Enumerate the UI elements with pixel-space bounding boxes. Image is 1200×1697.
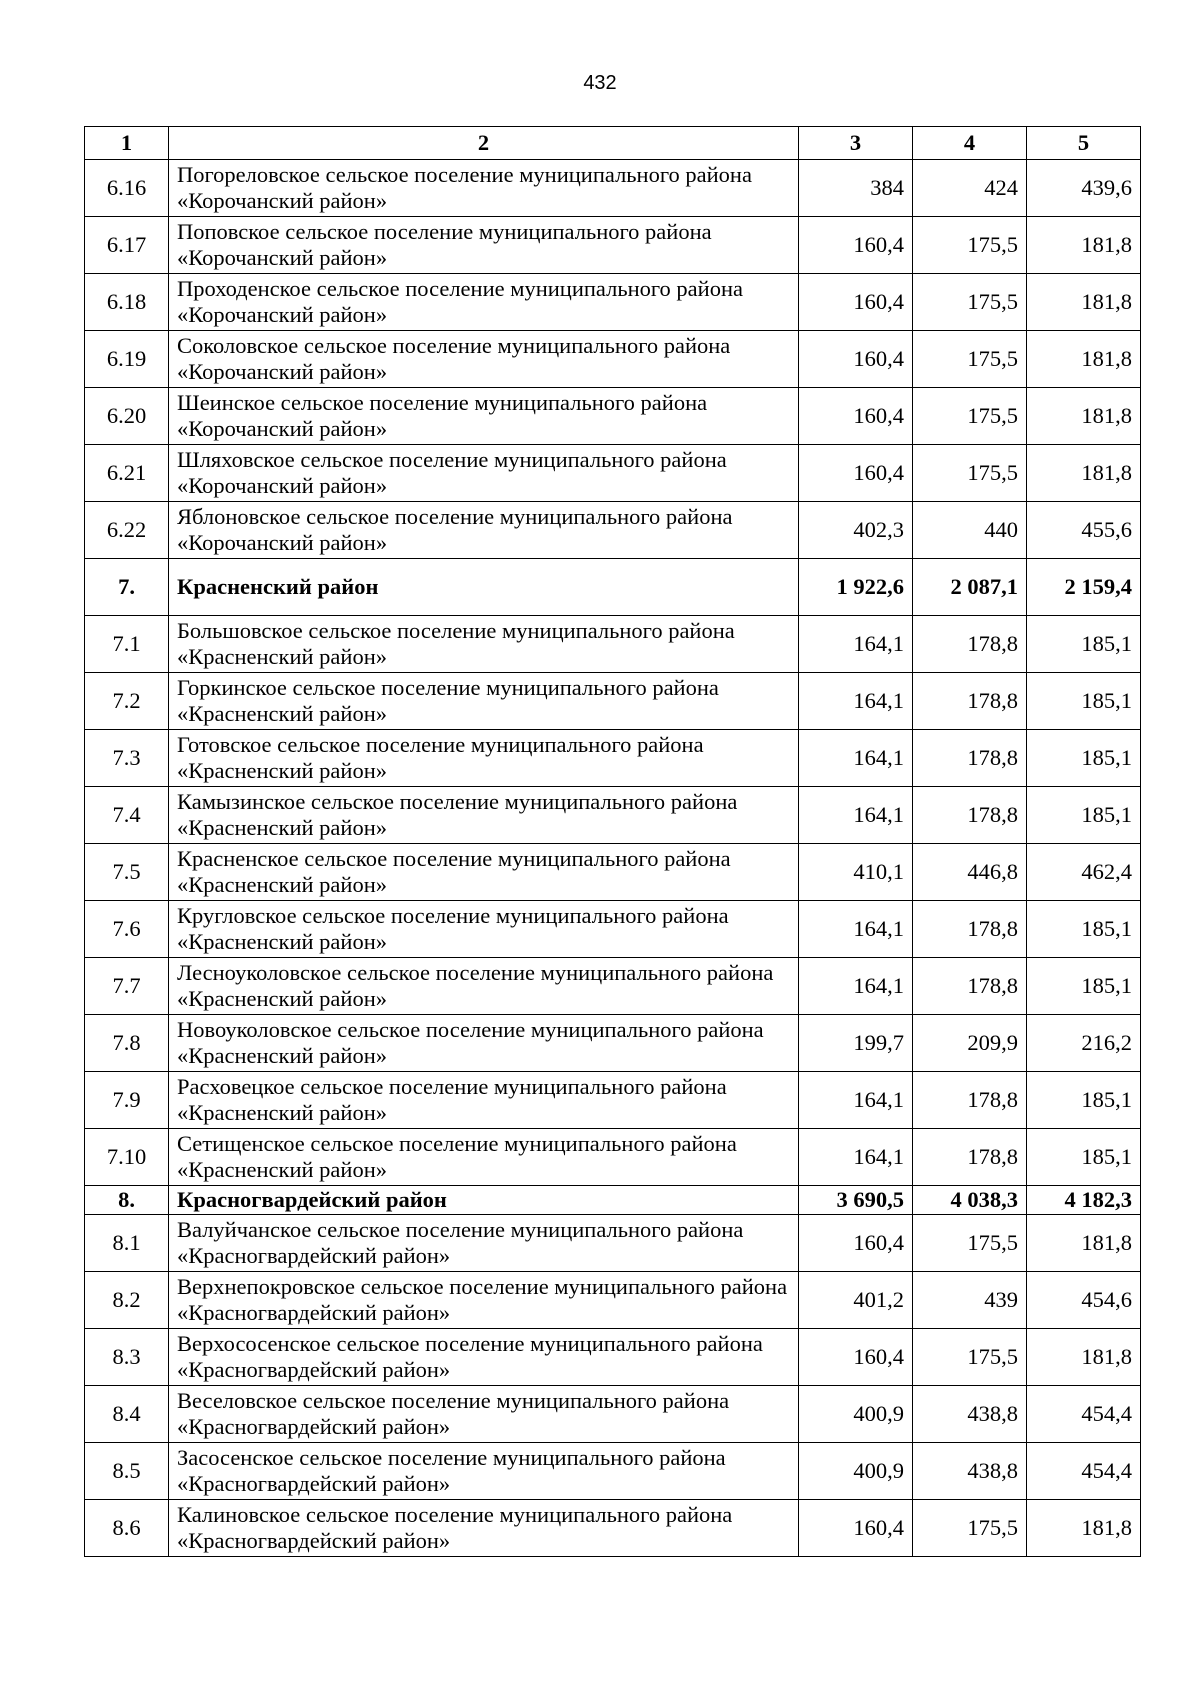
table-row	[85, 1386, 1141, 1443]
row-value-3: 160,4	[799, 331, 913, 388]
row-value-3: 160,4	[799, 1500, 913, 1557]
table-row	[85, 1329, 1141, 1386]
district-row	[85, 1186, 1141, 1215]
table-row	[85, 958, 1141, 1015]
row-value-3: 164,1	[799, 616, 913, 673]
row-value-4: 439	[913, 1272, 1027, 1329]
row-value-4: 175,5	[913, 331, 1027, 388]
row-number: 6.19	[85, 331, 169, 388]
table-row	[85, 331, 1141, 388]
row-name: Кругловское сельское поселение муниципального района «Красненский район»	[169, 901, 799, 958]
header-col-4: 4	[913, 127, 1027, 160]
row-number: 8.4	[85, 1386, 169, 1443]
table-row	[85, 502, 1141, 559]
row-value-4: 175,5	[913, 274, 1027, 331]
row-name: Веселовское сельское поселение муниципального района «Красногвардейский район»	[169, 1386, 799, 1443]
row-value-4: 175,5	[913, 1329, 1027, 1386]
row-value-3: 400,9	[799, 1386, 913, 1443]
row-value-3: 160,4	[799, 274, 913, 331]
row-value-5: 185,1	[1027, 787, 1141, 844]
row-name: Погореловское сельское поселение муниципального района «Корочанский район»	[169, 160, 799, 217]
row-name: Расховецкое сельское поселение муниципального района «Красненский район»	[169, 1072, 799, 1129]
row-name: Новоуколовское сельское поселение муниципального района «Красненский район»	[169, 1015, 799, 1072]
row-number: 6.20	[85, 388, 169, 445]
table-row	[85, 1015, 1141, 1072]
header-row	[85, 127, 1141, 160]
row-value-5: 185,1	[1027, 673, 1141, 730]
row-value-4: 438,8	[913, 1386, 1027, 1443]
row-value-3: 401,2	[799, 1272, 913, 1329]
row-value-3: 402,3	[799, 502, 913, 559]
header-col-5: 5	[1027, 127, 1141, 160]
row-number: 7.1	[85, 616, 169, 673]
row-value-5: 185,1	[1027, 958, 1141, 1015]
header-col-3: 3	[799, 127, 913, 160]
row-value-4: 209,9	[913, 1015, 1027, 1072]
row-value-5: 181,8	[1027, 331, 1141, 388]
row-number: 7.5	[85, 844, 169, 901]
table-row	[85, 274, 1141, 331]
row-value-5: 185,1	[1027, 1072, 1141, 1129]
row-value-3: 410,1	[799, 844, 913, 901]
table-row	[85, 1072, 1141, 1129]
table-row	[85, 388, 1141, 445]
row-value-4: 175,5	[913, 388, 1027, 445]
row-value-5: 2 159,4	[1027, 559, 1141, 616]
row-value-4: 175,5	[913, 445, 1027, 502]
district-row	[85, 559, 1141, 616]
row-value-3: 160,4	[799, 1329, 913, 1386]
row-number: 7.8	[85, 1015, 169, 1072]
row-number: 7.3	[85, 730, 169, 787]
table-body	[85, 160, 1141, 1557]
row-value-5: 181,8	[1027, 1500, 1141, 1557]
row-value-4: 2 087,1	[913, 559, 1027, 616]
row-value-4: 178,8	[913, 616, 1027, 673]
row-name: Яблоновское сельское поселение муниципального района «Корочанский район»	[169, 502, 799, 559]
row-value-4: 446,8	[913, 844, 1027, 901]
row-value-3: 164,1	[799, 1072, 913, 1129]
row-number: 6.16	[85, 160, 169, 217]
row-number: 7.6	[85, 901, 169, 958]
row-value-5: 216,2	[1027, 1015, 1141, 1072]
row-value-5: 185,1	[1027, 1129, 1141, 1186]
row-value-3: 164,1	[799, 1129, 913, 1186]
row-value-3: 384	[799, 160, 913, 217]
row-value-4: 178,8	[913, 673, 1027, 730]
row-number: 6.18	[85, 274, 169, 331]
table-row	[85, 844, 1141, 901]
row-number: 8.1	[85, 1215, 169, 1272]
row-value-3: 1 922,6	[799, 559, 913, 616]
row-number: 7.4	[85, 787, 169, 844]
row-value-4: 175,5	[913, 1500, 1027, 1557]
row-name: Камызинское сельское поселение муниципального района «Красненский район»	[169, 787, 799, 844]
row-value-3: 160,4	[799, 217, 913, 274]
row-value-5: 181,8	[1027, 445, 1141, 502]
row-value-3: 164,1	[799, 901, 913, 958]
row-name: Лесноуколовское сельское поселение муниципального района «Красненский район»	[169, 958, 799, 1015]
row-name: Верхососенское сельское поселение муниципального района «Красногвардейский район»	[169, 1329, 799, 1386]
table-row	[85, 616, 1141, 673]
row-value-5: 454,6	[1027, 1272, 1141, 1329]
row-value-3: 160,4	[799, 388, 913, 445]
table-row	[85, 445, 1141, 502]
row-value-5: 181,8	[1027, 388, 1141, 445]
row-value-4: 4 038,3	[913, 1186, 1027, 1215]
row-value-3: 164,1	[799, 673, 913, 730]
row-value-3: 400,9	[799, 1443, 913, 1500]
row-name: Красногвардейский район	[169, 1186, 799, 1215]
row-value-5: 185,1	[1027, 616, 1141, 673]
row-value-3: 164,1	[799, 787, 913, 844]
row-name: Большовское сельское поселение муниципального района «Красненский район»	[169, 616, 799, 673]
row-number: 8.2	[85, 1272, 169, 1329]
table-row	[85, 730, 1141, 787]
row-value-5: 185,1	[1027, 901, 1141, 958]
row-value-4: 175,5	[913, 217, 1027, 274]
row-number: 7.7	[85, 958, 169, 1015]
page-number: 432	[583, 72, 617, 94]
row-name: Поповское сельское поселение муниципального района «Корочанский район»	[169, 217, 799, 274]
row-value-4: 438,8	[913, 1443, 1027, 1500]
row-number: 8.3	[85, 1329, 169, 1386]
row-number: 6.21	[85, 445, 169, 502]
row-number: 8.5	[85, 1443, 169, 1500]
row-number: 8.	[85, 1186, 169, 1215]
row-value-5: 454,4	[1027, 1386, 1141, 1443]
row-name: Сетищенское сельское поселение муниципального района «Красненский район»	[169, 1129, 799, 1186]
row-number: 7.	[85, 559, 169, 616]
table-row	[85, 1272, 1141, 1329]
row-name: Готовское сельское поселение муниципального района «Красненский район»	[169, 730, 799, 787]
row-number: 6.17	[85, 217, 169, 274]
table-row	[85, 1215, 1141, 1272]
row-number: 6.22	[85, 502, 169, 559]
row-value-4: 178,8	[913, 1072, 1027, 1129]
row-name: Валуйчанское сельское поселение муниципального района «Красногвардейский район»	[169, 1215, 799, 1272]
row-value-5: 439,6	[1027, 160, 1141, 217]
row-value-5: 181,8	[1027, 1215, 1141, 1272]
row-value-3: 160,4	[799, 445, 913, 502]
row-number: 7.9	[85, 1072, 169, 1129]
row-name: Красненский район	[169, 559, 799, 616]
table-row	[85, 217, 1141, 274]
row-value-3: 3 690,5	[799, 1186, 913, 1215]
row-value-5: 185,1	[1027, 730, 1141, 787]
row-value-4: 178,8	[913, 730, 1027, 787]
table-row	[85, 787, 1141, 844]
row-number: 7.10	[85, 1129, 169, 1186]
row-value-4: 178,8	[913, 958, 1027, 1015]
header-col-1: 1	[85, 127, 169, 160]
table-row	[85, 1443, 1141, 1500]
row-value-5: 181,8	[1027, 217, 1141, 274]
table-row	[85, 901, 1141, 958]
row-value-4: 178,8	[913, 1129, 1027, 1186]
row-value-4: 178,8	[913, 787, 1027, 844]
row-value-5: 455,6	[1027, 502, 1141, 559]
row-value-5: 181,8	[1027, 274, 1141, 331]
budget-table	[84, 126, 1141, 1557]
row-number: 8.6	[85, 1500, 169, 1557]
table-row	[85, 673, 1141, 730]
row-name: Верхнепокровское сельское поселение муниципального района «Красногвардейский район»	[169, 1272, 799, 1329]
row-value-4: 424	[913, 160, 1027, 217]
row-name: Шляховское сельское поселение муниципального района «Корочанский район»	[169, 445, 799, 502]
row-value-3: 160,4	[799, 1215, 913, 1272]
row-name: Калиновское сельское поселение муниципального района «Красногвардейский район»	[169, 1500, 799, 1557]
row-name: Горкинское сельское поселение муниципального района «Красненский район»	[169, 673, 799, 730]
row-value-4: 175,5	[913, 1215, 1027, 1272]
row-value-3: 164,1	[799, 730, 913, 787]
row-name: Красненское сельское поселение муниципального района «Красненский район»	[169, 844, 799, 901]
row-value-5: 4 182,3	[1027, 1186, 1141, 1215]
table-row	[85, 1500, 1141, 1557]
row-value-4: 178,8	[913, 901, 1027, 958]
row-value-4: 440	[913, 502, 1027, 559]
row-value-3: 164,1	[799, 958, 913, 1015]
row-value-3: 199,7	[799, 1015, 913, 1072]
row-name: Соколовское сельское поселение муниципального района «Корочанский район»	[169, 331, 799, 388]
row-name: Проходенское сельское поселение муниципального района «Корочанский район»	[169, 274, 799, 331]
table-row	[85, 1129, 1141, 1186]
row-name: Шеинское сельское поселение муниципального района «Корочанский район»	[169, 388, 799, 445]
row-value-5: 181,8	[1027, 1329, 1141, 1386]
header-col-2: 2	[169, 127, 799, 160]
row-value-5: 454,4	[1027, 1443, 1141, 1500]
row-number: 7.2	[85, 673, 169, 730]
row-value-5: 462,4	[1027, 844, 1141, 901]
row-name: Засосенское сельское поселение муниципального района «Красногвардейский район»	[169, 1443, 799, 1500]
table-row	[85, 160, 1141, 217]
